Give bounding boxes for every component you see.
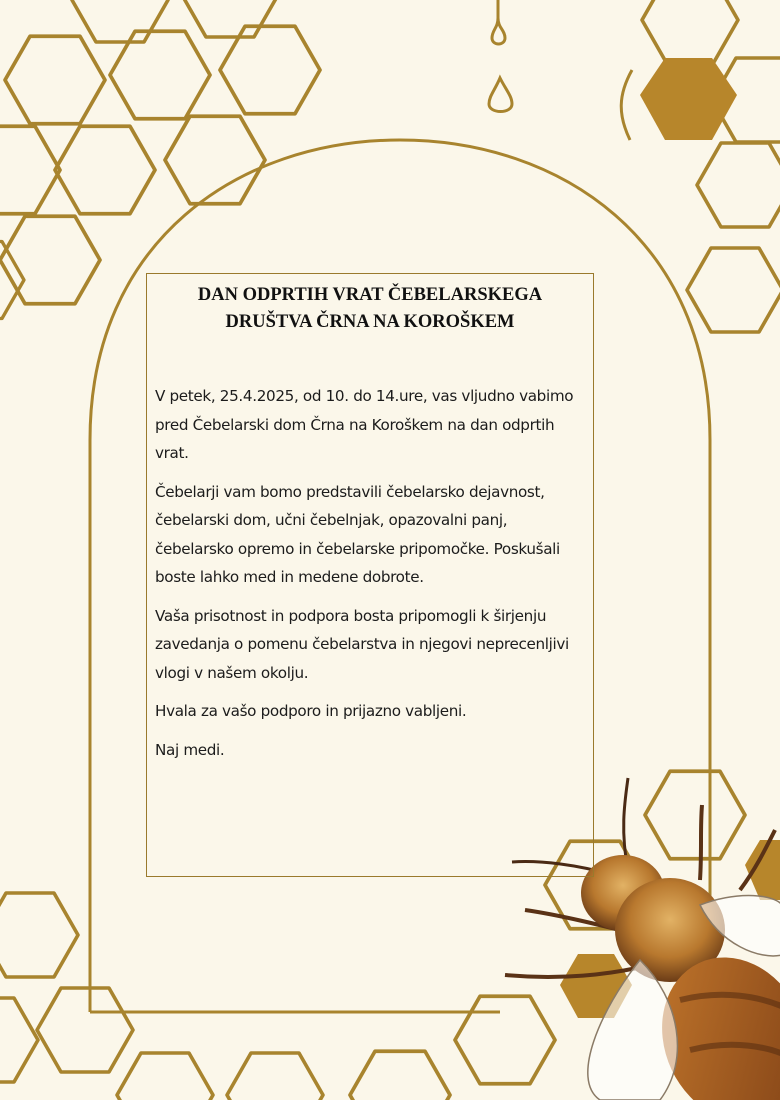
paragraph-closing: Naj medi. (155, 740, 225, 759)
paragraph-program: Čebelarji vam bomo predstavili čebelarsko dejavnost, čebelarski dom, učni čebelnjak, opazovalni panj, čebelarsko opremo in čebelarske pripomočke. Poskušali boste lahko med in medene dobrote. (155, 482, 560, 586)
honeycomb-bottom-left-icon (0, 893, 323, 1100)
title-line-1: DAN ODPRTIH VRAT ČEBELARSKEGA (197, 285, 543, 305)
invitation-text-box (146, 273, 594, 877)
document-body (155, 382, 587, 774)
paragraph-date: V petek, 25.4.2025, od 10. do 14.ure, vas vljudno vabimo pred Čebelarski dom Črna na Koroškem na dan odprtih vrat. (155, 387, 574, 462)
honey-drop-icon (489, 0, 512, 112)
paragraph-thanks: Hvala za vašo podporo in prijazno vabljeni. (155, 702, 467, 720)
paragraph-support: Vaša prisotnost in podpora bosta pripomogli k širjenju zavedanja o pomenu čebelarstva in njegovi neprecenljivi vlogi v našem okolju. (155, 606, 569, 682)
title-line-2: DRUŠTVA ČRNA NA KOROŠKEM (225, 312, 515, 332)
document-title (147, 282, 593, 336)
honeycomb-top-left-icon (0, 0, 320, 319)
honeycomb-top-right-icon (621, 0, 780, 332)
